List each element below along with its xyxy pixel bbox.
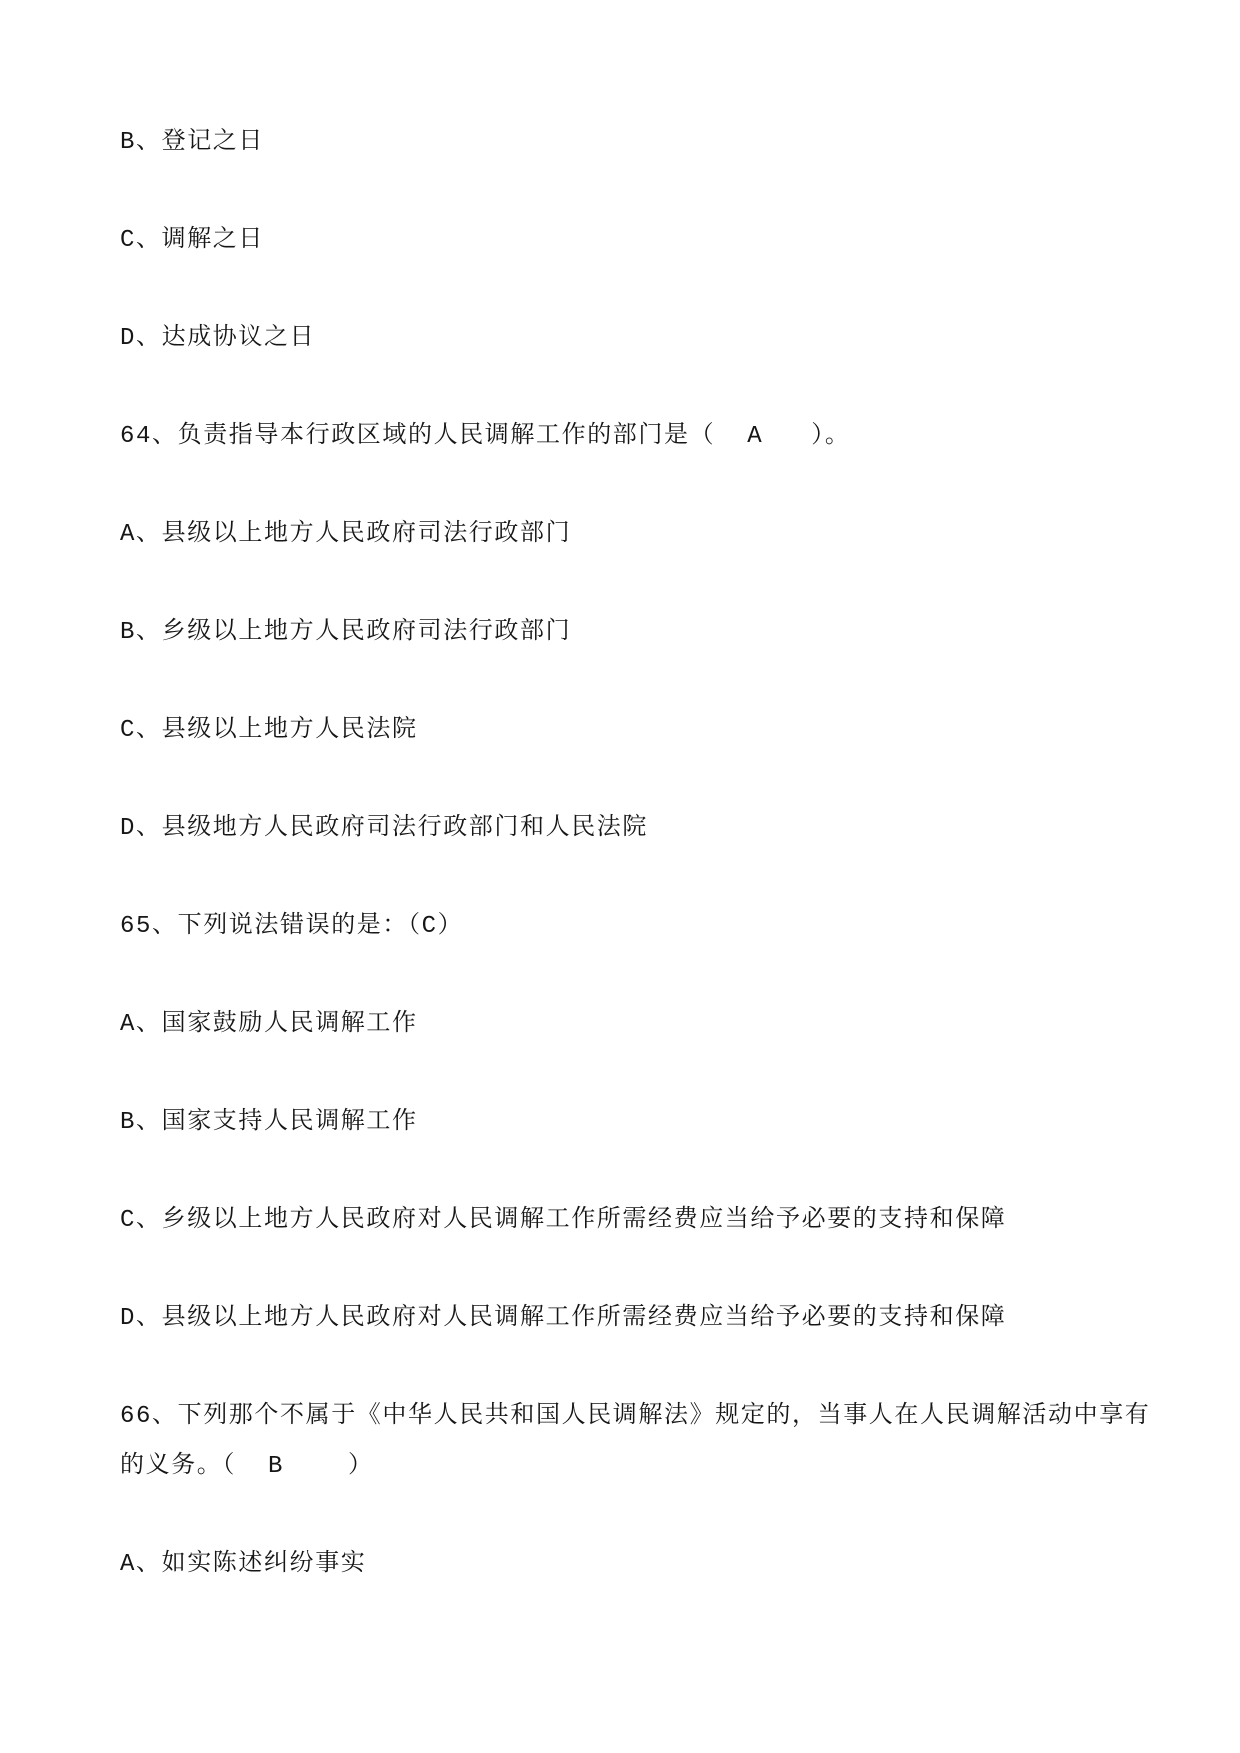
q65-option-c bbox=[120, 1196, 1130, 1246]
q63-option-c bbox=[120, 216, 1130, 266]
q63-option-b bbox=[120, 118, 1130, 168]
option-text: B、国家支持人民调解工作 bbox=[120, 1109, 418, 1136]
option-text: C、县级以上地方人民法院 bbox=[120, 717, 418, 744]
q64-option-a bbox=[120, 510, 1130, 560]
q66-stem bbox=[120, 1392, 1151, 1492]
option-text: D、县级以上地方人民政府对人民调解工作所需经费应当给予必要的支持和保障 bbox=[120, 1305, 1007, 1332]
option-text: A、县级以上地方人民政府司法行政部门 bbox=[120, 521, 572, 548]
option-text: A、如实陈述纠纷事实 bbox=[120, 1551, 367, 1578]
document-content bbox=[120, 118, 1151, 1638]
q65-option-d bbox=[120, 1294, 1130, 1344]
q66-option-a bbox=[120, 1540, 1130, 1590]
q64-option-d bbox=[120, 804, 1130, 854]
option-text: D、县级地方人民政府司法行政部门和人民法院 bbox=[120, 815, 649, 842]
option-text: B、乡级以上地方人民政府司法行政部门 bbox=[120, 619, 572, 646]
question-text-line-1: 66、下列那个不属于《中华人民共和国人民调解法》规定的，当事人在人民调解活动中享有 bbox=[120, 1403, 1151, 1430]
question-text: 64、负责指导本行政区域的人民调解工作的部门是（ A ）。 bbox=[120, 423, 851, 450]
q65-stem bbox=[120, 902, 1130, 952]
q63-option-d bbox=[120, 314, 1130, 364]
q64-option-c bbox=[120, 706, 1130, 756]
option-text: C、调解之日 bbox=[120, 227, 265, 254]
q64-stem bbox=[120, 412, 1130, 462]
q65-option-b bbox=[120, 1098, 1130, 1148]
option-text: C、乡级以上地方人民政府对人民调解工作所需经费应当给予必要的支持和保障 bbox=[120, 1207, 1007, 1234]
option-text: D、达成协议之日 bbox=[120, 325, 316, 352]
option-text: B、登记之日 bbox=[120, 129, 265, 156]
q65-option-a bbox=[120, 1000, 1130, 1050]
option-text: A、国家鼓励人民调解工作 bbox=[120, 1011, 418, 1038]
q64-option-b bbox=[120, 608, 1130, 658]
question-text-line-2: 的义务。（ B ） bbox=[120, 1453, 374, 1480]
question-text: 65、下列说法错误的是：（C） bbox=[120, 913, 464, 940]
